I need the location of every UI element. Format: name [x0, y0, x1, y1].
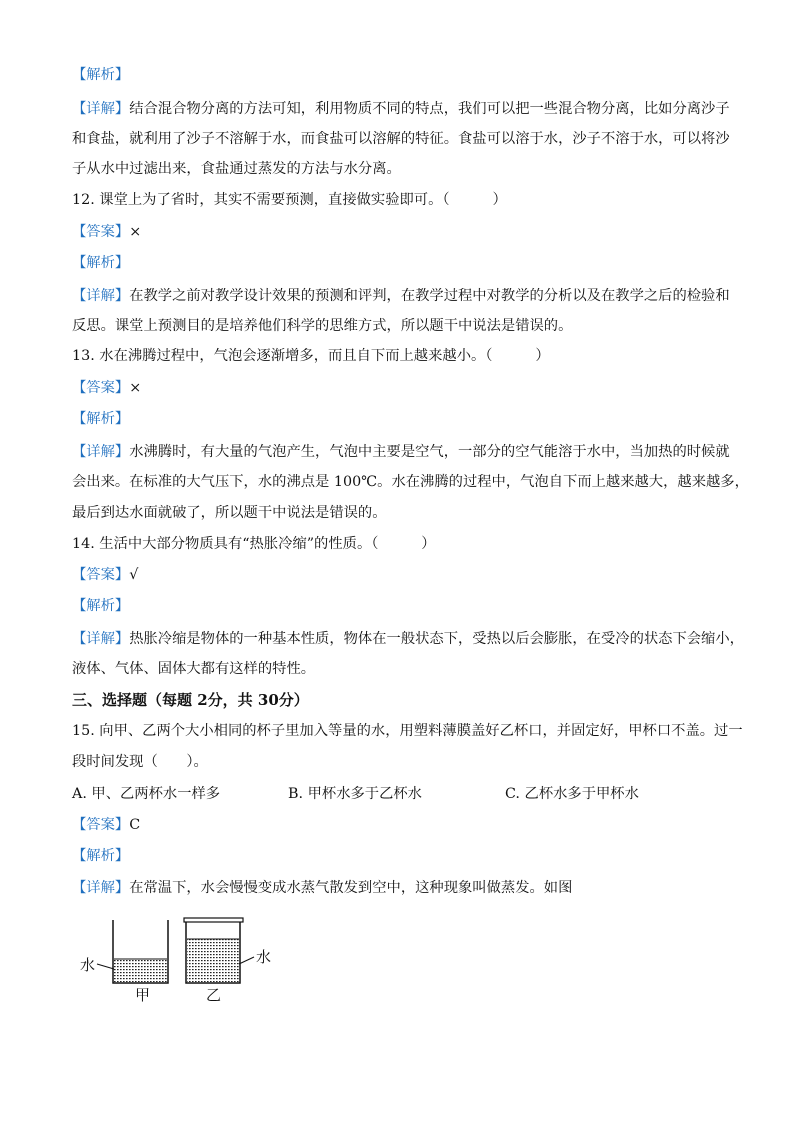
- question-15: 15. 向甲、乙两个大小相同的杯子里加入等量的水，用塑料薄膜盖好乙杯口，并固定好，甲杯口不盖。过一: [72, 723, 743, 739]
- answer-12: 【答案】×: [72, 224, 142, 240]
- option-b: B. 甲杯水多于乙杯水: [288, 786, 422, 802]
- water-label-right: 水: [256, 948, 272, 966]
- analysis-tag: 【解析】: [72, 67, 130, 83]
- detail-line: 子从水中过滤出来，食盐通过蒸发的方法与水分离。: [72, 161, 401, 177]
- detail-line: 和食盐，就利用了沙子不溶解于水，而食盐可以溶解的特征。食盐可以溶于水，沙子不溶于水，可以将沙: [72, 131, 730, 147]
- answer-13: 【答案】×: [72, 380, 142, 396]
- detail-line: 【详解】水沸腾时，有大量的气泡产生，气泡中主要是空气，一部分的空气能溶于水中，当加热的时候就: [72, 444, 730, 460]
- detail-line: 液体、气体、固体大都有这样的特性。: [72, 661, 316, 677]
- option-c: C. 乙杯水多于甲杯水: [505, 786, 639, 802]
- cup-yi-label: 乙: [206, 986, 222, 1004]
- cup-jia: [113, 920, 168, 983]
- analysis-tag: 【解析】: [72, 598, 130, 614]
- detail-line: 反思。课堂上预测目的是培养他们科学的思维方式，所以题干中说法是错误的。: [72, 318, 573, 334]
- analysis-tag: 【解析】: [72, 255, 130, 271]
- detail-line: 会出来。在标准的大气压下，水的沸点是 100℃。水在沸腾的过程中，气泡自下而上越来越大，越来越多，: [72, 474, 749, 490]
- detail-line: 【详解】结合混合物分离的方法可知，利用物质不同的特点，我们可以把一些混合物分离，比如分离沙子: [72, 101, 730, 117]
- section-title: 三、选择题（每题 2分，共 30分）: [72, 691, 309, 709]
- answer-14: 【答案】√: [72, 567, 139, 583]
- question-15-cont: 段时间发现（ ）。: [72, 754, 208, 770]
- answer-15: 【答案】C: [72, 817, 141, 833]
- evaporation-figure: [78, 912, 288, 1012]
- analysis-tag: 【解析】: [72, 411, 130, 427]
- detail-line: 最后到达水面就破了，所以题干中说法是错误的。: [72, 505, 387, 521]
- question-12: 12. 课堂上为了省时，其实不需要预测，直接做实验即可。（ ）: [72, 192, 507, 208]
- water-pointer-left: [97, 964, 114, 969]
- question-14: 14. 生活中大部分物质具有“热胀冷缩”的性质。（ ）: [72, 536, 436, 552]
- water-pointer-right: [239, 957, 254, 964]
- question-13: 13. 水在沸腾过程中，气泡会逐渐增多，而且自下而上越来越小。（ ）: [72, 348, 550, 364]
- plastic-film: [184, 918, 243, 922]
- detail-line: 【详解】在教学之前对教学设计效果的预测和评判，在教学过程中对教学的分析以及在教学之后的检验和: [72, 288, 730, 304]
- analysis-tag: 【解析】: [72, 848, 130, 864]
- detail-line: 【详解】热胀冷缩是物体的一种基本性质，物体在一般状态下，受热以后会膨胀，在受冷的状态下会缩小，: [72, 631, 744, 647]
- cup-jia-label: 甲: [135, 986, 151, 1004]
- water-label-left: 水: [80, 956, 96, 974]
- option-a: A. 甲、乙两杯水一样多: [72, 786, 221, 802]
- detail-line: 【详解】在常温下，水会慢慢变成水蒸气散发到空中，这种现象叫做蒸发。如图: [72, 880, 573, 896]
- cup-yi: [184, 918, 243, 983]
